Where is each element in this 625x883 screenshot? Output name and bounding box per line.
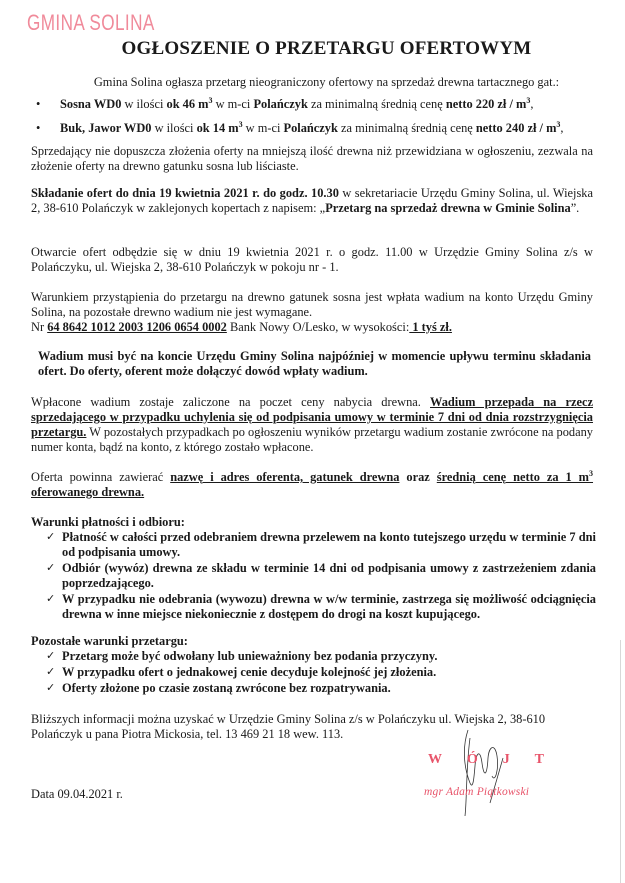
offer-item: • Buk, Jawor WD0 w ilości ok 14 $m^3$ w m-ci Polańczyk za minimalną średnią cenę netto 240 zł / $m^3$,: [36, 120, 564, 135]
payment-conditions: [31, 515, 596, 622]
other-conditions: [31, 634, 596, 696]
contact-paragraph: Bliższych informacji można uzyskać w Urzędzie Gminy Solina z/s w Polańczyku ul. Wiejska 2, 38-610 Polańczyk u pana Piotra Mickosia, tel. 13 469 21 18 wew. 113.: [31, 712, 546, 741]
payment-heading: Warunki płatności i odbioru:: [31, 515, 185, 529]
page-title: OGŁOSZENIE O PRZETARGU OFERTOWYM: [121, 38, 532, 59]
other-item: ✓ Przetarg może być odwołany lub unieważniony bez podania przyczyny.: [46, 649, 438, 663]
bank-account-number: 64 8642 1012 2003 1206 0654 0002: [47, 320, 227, 334]
handwritten-signature-icon: [440, 728, 520, 818]
seller-terms-paragraph: Sprzedający nie dopuszcza złożenia oferty na mniejszą ilość drewna niż przewidziana w ogłoszeniu, zezwala na złożenie oferty na drewno gatunku sosna lub liściaste.: [31, 144, 593, 173]
other-item: ✓ W przypadku ofert o jednakowej cenie decyduje kolejność jej złożenia.: [46, 665, 437, 679]
municipality-stamp: GMINA SOLINA: [27, 10, 155, 35]
other-item: ✓ Oferty złożone po czasie zostaną zwrócone bez rozpatrywania.: [46, 681, 391, 695]
checkmark-icon: ✓: [46, 593, 56, 605]
deposit-amount: 1 tyś zł.: [409, 320, 452, 334]
checkmark-icon: ✓: [46, 531, 56, 543]
document-date: Data 09.04.2021 r.: [31, 787, 123, 801]
mayor-stamp-title: W Ó J T: [428, 752, 544, 767]
deposit-rules-paragraph: Wpłacone wadium zostaje zaliczone na poczet ceny nabycia drewna. Wadium przepada na rzecz sprzedającego w przypadku uchylenia się od podpisania umowy w terminie 7 dni od dnia rozstrzygnięcia przetargu. W pozostałych przypadkach po ogłoszeniu wyników przetargu wadium zostanie zwrócone na podany numer konta, bądź na konto, z którego zostało wpłacone.: [31, 395, 594, 454]
mayor-stamp-name: mgr Adam Piątkowski: [424, 786, 530, 798]
offer-contents-paragraph: Oferta powinna zawierać nazwę i adres oferenta, gatunek drewna oraz średnią cenę netto za 1 $m^3$ oferowanego drewna.: [31, 469, 594, 499]
payment-item: ✓ W przypadku nie odebrania (wywozu) drewna w w/w terminie, zastrzega się możliwość odciągnięcia drewna w inne miejsce niekoniecznie z dostępem do drogi na koszt kupującego.: [46, 592, 596, 621]
deposit-paragraph: Warunkiem przystąpienia do przetargu na drewno gatunek sosna jest wpłata wadium na konto Urzędu Gminy Solina, na pozostałe drewno wadium nie jest wymagane. Nr 64 8642 1012 2003 1206 0654 0002 Bank Nowy O/Lesko, w wysokości: 1 tyś zł.: [31, 290, 593, 334]
checkmark-icon: ✓: [46, 562, 56, 574]
other-heading: Pozostałe warunki przetargu:: [31, 634, 188, 648]
checkmark-icon: ✓: [46, 682, 56, 694]
offer-item: • Sosna WD0 w ilości ok 46 $m^3$ w m-ci Polańczyk za minimalną średnią cenę netto 220 zł / $m^3$,: [36, 96, 534, 111]
opening-paragraph: Otwarcie ofert odbędzie się w dniu 19 kwietnia 2021 r. o godz. 11.00 w Urzędzie Gminy Solina z/s w Polańczyku, ul. Wiejska 2, 38-610 Polańczyk w pokoju nr - 1.: [31, 245, 593, 274]
deposit-notice: Wadium musi być na koncie Urzędu Gminy Solina najpóźniej w momencie upływu terminu składania ofert. Do oferty, oferent może dołączyć dowód wpłaty wadium.: [38, 349, 591, 378]
submission-paragraph: Składanie ofert do dnia 19 kwietnia 2021 r. do godz. 10.30 w sekretariacie Urzędu Gminy Solina, ul. Wiejska 2, 38-610 Polańczyk w zaklejonych kopertach z napisem: „Przetarg na sprzedaż drewna w Gminie Solina”.: [31, 186, 593, 215]
payment-item: ✓ Odbiór (wywóz) drewna ze składu w terminie 14 dni od podpisania umowy z zastrzeżeniem zdania poprzedzającego.: [46, 561, 596, 590]
checkmark-icon: ✓: [46, 650, 56, 662]
bullet-icon: •: [36, 121, 41, 135]
scan-edge-divider: [620, 640, 621, 883]
checkmark-icon: ✓: [46, 666, 56, 678]
payment-item: ✓ Płatność w całości przed odebraniem drewna przelewem na konto tutejszego urzędu w terminie 7 dni od podpisania umowy.: [46, 530, 596, 559]
forfeit-clause: Wadium przepada na rzecz sprzedającego w przypadku uchylenia się od podpisania umowy w terminie 7 dni od dnia rozstrzygnięcia przetargu.: [31, 395, 594, 439]
bullet-icon: •: [36, 97, 41, 111]
intro-paragraph: Gmina Solina ogłasza przetarg nieograniczony ofertowy na sprzedaż drewna tartacznego gat.:: [93, 75, 560, 89]
